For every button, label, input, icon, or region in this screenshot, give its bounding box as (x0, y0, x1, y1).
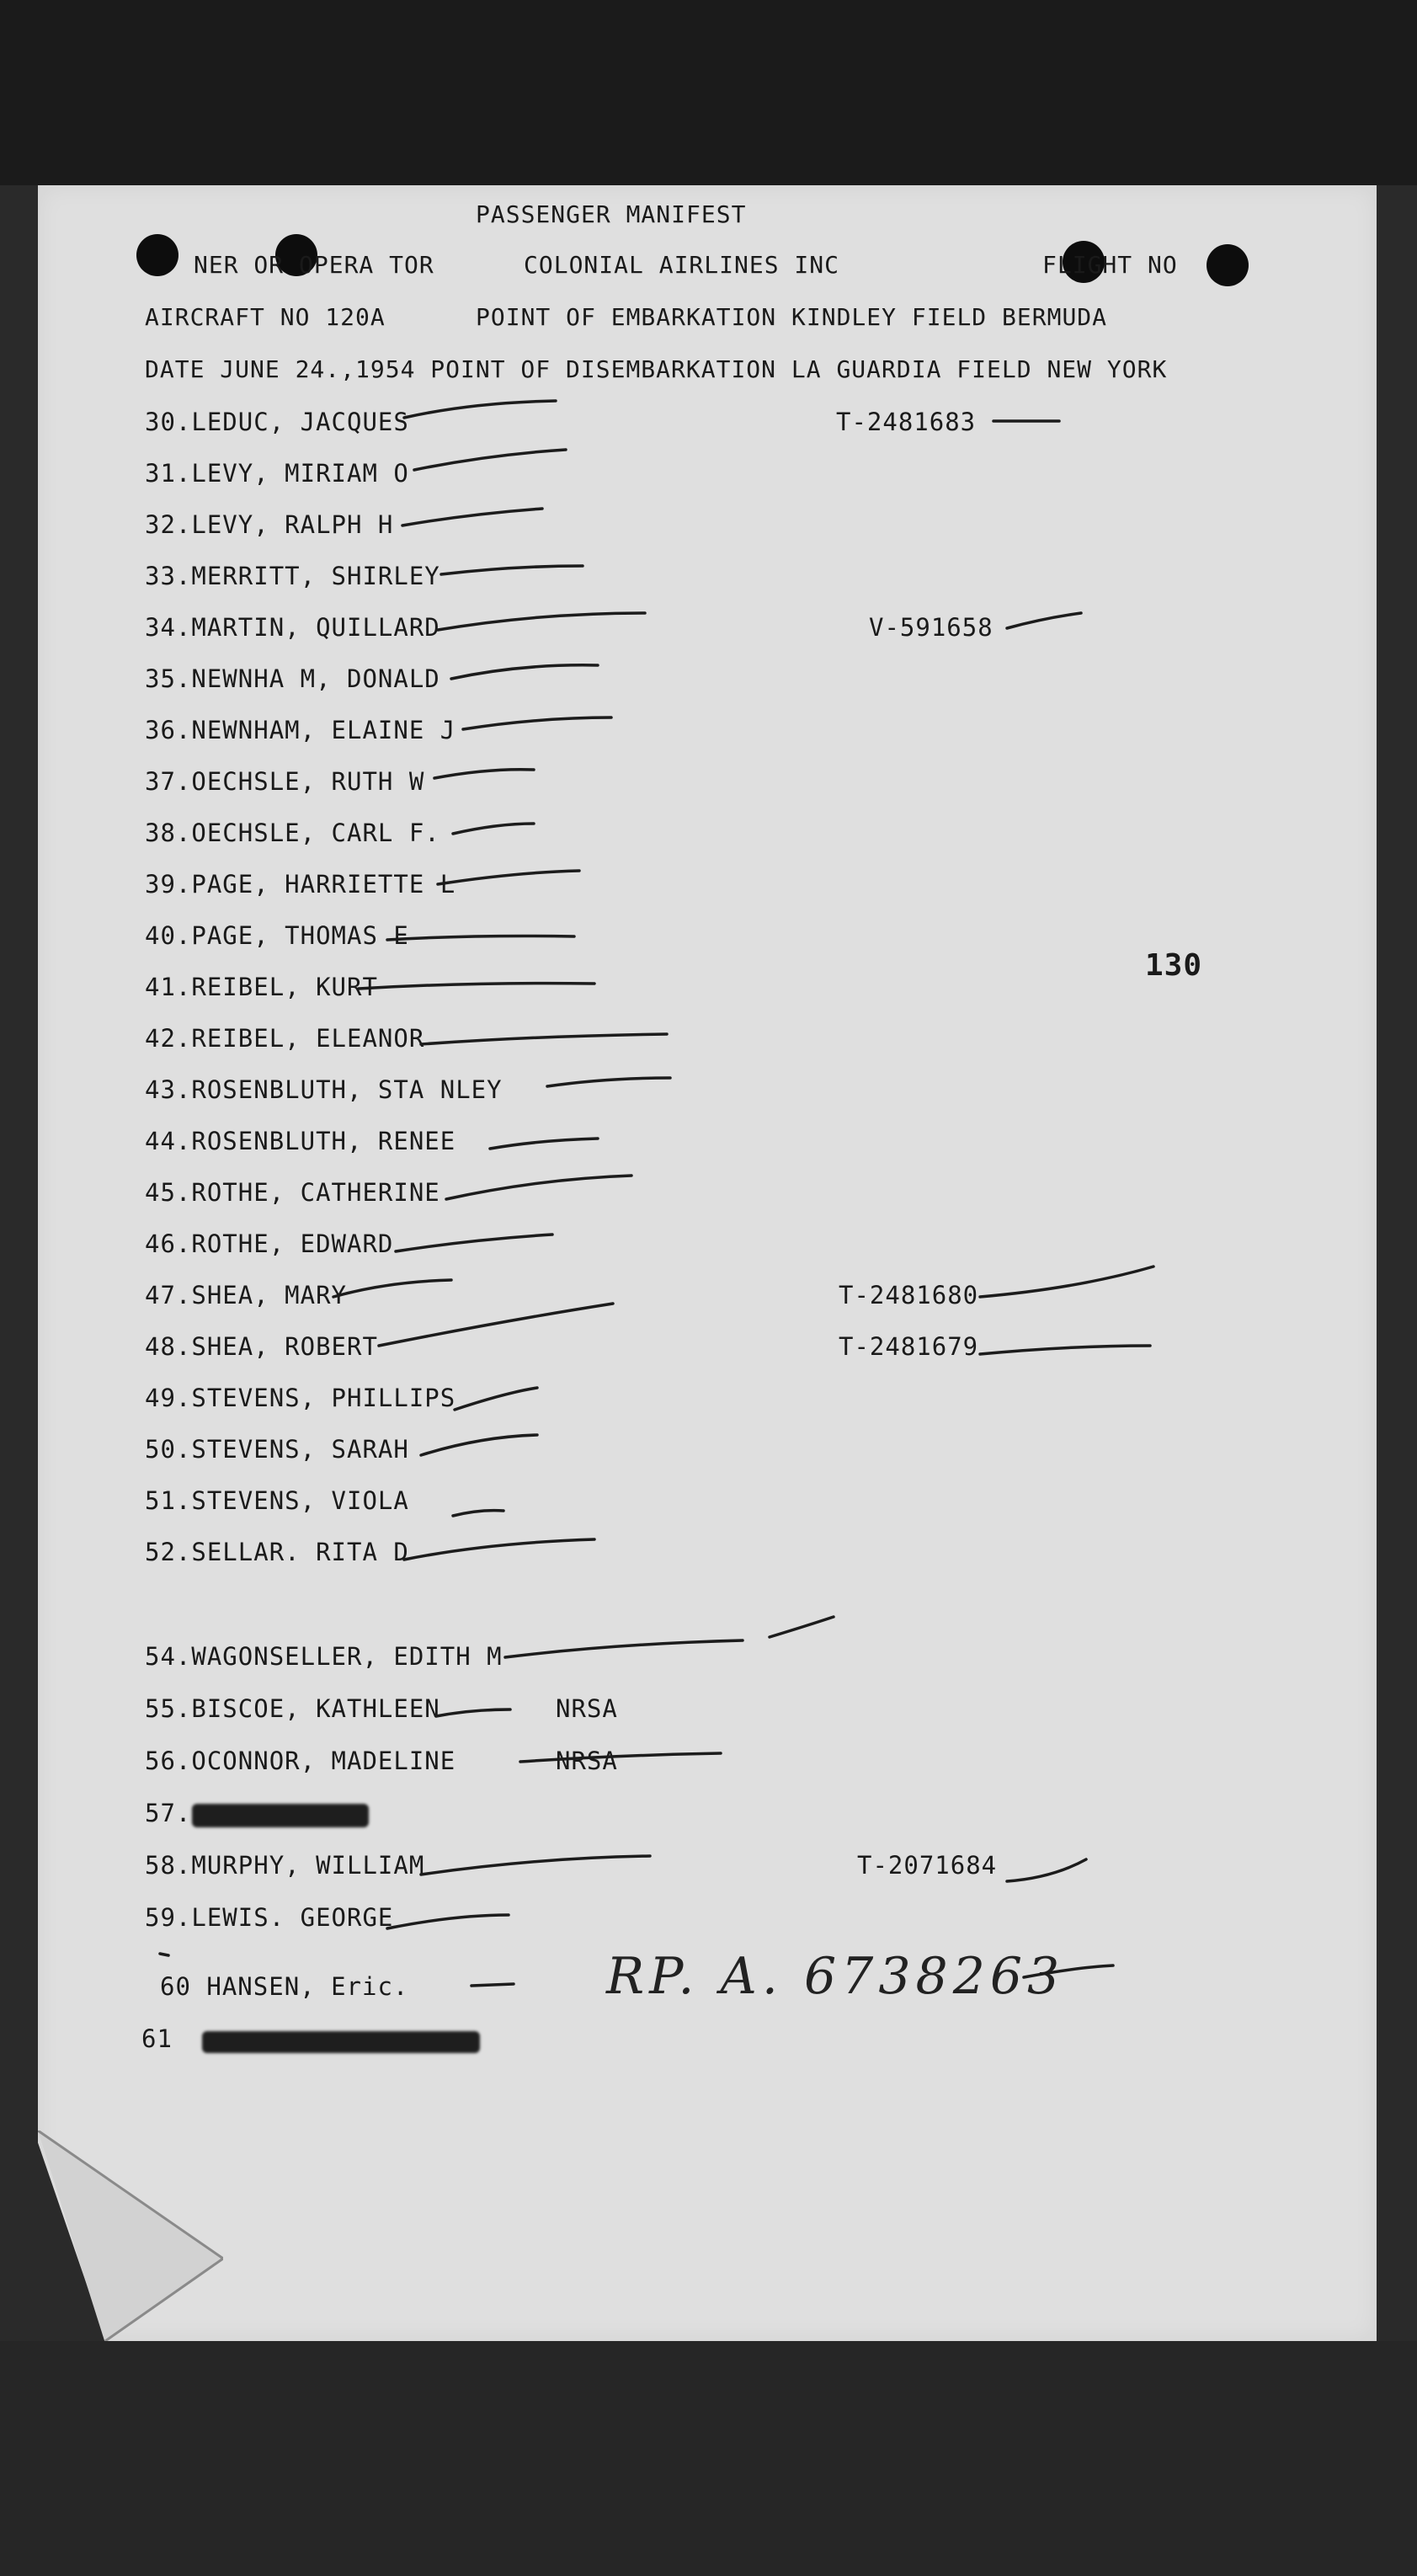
passenger-name: HANSEN, Eric. (206, 1972, 409, 2001)
passenger-name: REIBEL, ELEANOR (191, 1024, 425, 1053)
visa-number: V-591658 (869, 613, 993, 642)
passenger-name: LEVY, MIRIAM O (191, 459, 409, 488)
passenger-name: LEVY, RALPH H (191, 510, 394, 539)
row-number: 35. (145, 664, 192, 693)
passenger-name: ROTHE, CATHERINE (191, 1178, 440, 1207)
passenger-row (145, 819, 440, 847)
passenger-name: STEVENS, SARAH (191, 1435, 409, 1464)
passenger-name: BISCOE, KATHLEEN (191, 1694, 440, 1723)
embarkation-point: POINT OF EMBARKATION KINDLEY FIELD BERMUDA (476, 303, 1108, 331)
row-number: 58. (145, 1851, 192, 1880)
passenger-row (145, 408, 409, 436)
row-number: 41. (145, 973, 192, 1001)
passenger-row (145, 716, 455, 744)
row-number: 48. (145, 1332, 192, 1361)
passenger-row (145, 1694, 440, 1723)
passenger-row (145, 973, 378, 1001)
passenger-row (145, 1281, 347, 1309)
row-number: 36. (145, 716, 192, 744)
row-number: 52. (145, 1538, 192, 1566)
airline-name: COLONIAL AIRLINES INC (524, 251, 840, 279)
passenger-name: MURPHY, WILLIAM (191, 1851, 425, 1880)
nrsa-note: NRSA (556, 1747, 618, 1775)
passenger-row (145, 664, 440, 693)
passenger-name: OCONNOR, MADELINE (191, 1747, 456, 1775)
passenger-row (145, 459, 409, 488)
passenger-name: NEWNHAM, ELAINE J (191, 716, 456, 744)
ticket-number: T-2071684 (857, 1851, 998, 1880)
row-number: 50. (145, 1435, 192, 1464)
passenger-row (145, 921, 409, 950)
row-number: 47. (145, 1281, 192, 1309)
passenger-name: ROSENBLUTH, STA NLEY (191, 1075, 503, 1104)
row-number: 43. (145, 1075, 192, 1104)
row-number: 37. (145, 767, 192, 796)
passenger-name: ROSENBLUTH, RENEE (191, 1127, 456, 1155)
passenger-row (145, 1538, 409, 1566)
passenger-row (145, 1075, 503, 1104)
row-number: 59. (145, 1903, 192, 1932)
manifest-page (38, 185, 1377, 2341)
passenger-name: SHEA, MARY (191, 1281, 347, 1309)
row-number: 44. (145, 1127, 192, 1155)
passenger-row (145, 870, 455, 899)
scan-background-top (0, 0, 1417, 185)
owner-operator-label: NER OR OPERA TOR (194, 251, 434, 279)
folded-corner-edge (38, 2131, 223, 2341)
passenger-name: SELLAR. RITA D (191, 1538, 409, 1566)
row-number: 39. (145, 870, 192, 899)
passenger-row (145, 1747, 455, 1775)
passenger-row (145, 510, 393, 539)
passenger-name: PAGE, THOMAS E (191, 921, 409, 950)
passenger-name: NEWNHA M, DONALD (191, 664, 440, 693)
ticket-number: T-2481679 (839, 1332, 979, 1361)
row-number: 46. (145, 1229, 192, 1258)
passenger-name: SHEA, ROBERT (191, 1332, 378, 1361)
ticket-number: T-2481683 (836, 408, 977, 436)
passenger-row (160, 1972, 408, 2001)
passenger-name: MARTIN, QUILLARD (191, 613, 440, 642)
row-number: 31. (145, 459, 192, 488)
passenger-name: LEWIS. GEORGE (191, 1903, 394, 1932)
row-number: 32. (145, 510, 192, 539)
page-number: 130 (1145, 948, 1203, 983)
punch-hole (136, 234, 178, 276)
redacted-name (192, 1804, 369, 1827)
row-number: 34. (145, 613, 192, 642)
row-number: 38. (145, 819, 192, 847)
date-and-disembarkation: DATE JUNE 24.,1954 POINT OF DISEMBARKATION LA GUARDIA FIELD NEW YORK (145, 355, 1168, 383)
row-number: 60 (160, 1972, 191, 2001)
passenger-row (145, 767, 424, 796)
nrsa-note: NRSA (556, 1694, 618, 1723)
passenger-name: ROTHE, EDWARD (191, 1229, 394, 1258)
passenger-row (145, 1127, 455, 1155)
passenger-row (145, 1229, 393, 1258)
passenger-name: STEVENS, PHILLIPS (191, 1384, 456, 1412)
passenger-name: WAGONSELLER, EDITH M (191, 1642, 503, 1671)
row-number: 61 (141, 2024, 173, 2053)
passenger-row (145, 1384, 455, 1412)
punch-hole (1207, 244, 1249, 286)
passenger-row (145, 1642, 503, 1671)
passenger-row (145, 1435, 409, 1464)
passenger-name: LEDUC, JACQUES (191, 408, 409, 436)
scan-background-bottom (0, 2341, 1417, 2576)
passenger-row (145, 1851, 424, 1880)
passenger-name: REIBEL, KURT (191, 973, 378, 1001)
passenger-row (145, 562, 440, 590)
row-number: 45. (145, 1178, 192, 1207)
passenger-row (141, 2024, 173, 2053)
row-number: 57. (145, 1799, 192, 1827)
passenger-name: MERRITT, SHIRLEY (191, 562, 440, 590)
ticket-number: T-2481680 (839, 1281, 979, 1309)
page-title: PASSENGER MANIFEST (476, 200, 747, 228)
row-number: 42. (145, 1024, 192, 1053)
flight-number-label: FLIGHT NO (1042, 251, 1178, 279)
passenger-name: OECHSLE, CARL F. (191, 819, 440, 847)
row-number: 55. (145, 1694, 192, 1723)
passenger-row (145, 1024, 424, 1053)
passenger-row (145, 1486, 409, 1515)
aircraft-number: AIRCRAFT NO 120A (145, 303, 386, 331)
row-number: 30. (145, 408, 192, 436)
passenger-name: PAGE, HARRIETTE L (191, 870, 456, 899)
row-number: 56. (145, 1747, 192, 1775)
row-number: 51. (145, 1486, 192, 1515)
passenger-row (145, 1903, 393, 1932)
passenger-name: STEVENS, VIOLA (191, 1486, 409, 1515)
passenger-row (145, 1332, 378, 1361)
passenger-row (145, 1799, 191, 1827)
passenger-row (145, 613, 440, 642)
redacted-name (202, 2031, 480, 2053)
passenger-row (145, 1178, 440, 1207)
row-number: 40. (145, 921, 192, 950)
passenger-name: OECHSLE, RUTH W (191, 767, 425, 796)
row-number: 54. (145, 1642, 192, 1671)
row-number: 33. (145, 562, 192, 590)
row-number: 49. (145, 1384, 192, 1412)
handwritten-note: RP. A. 6738263 (606, 1947, 1065, 2006)
